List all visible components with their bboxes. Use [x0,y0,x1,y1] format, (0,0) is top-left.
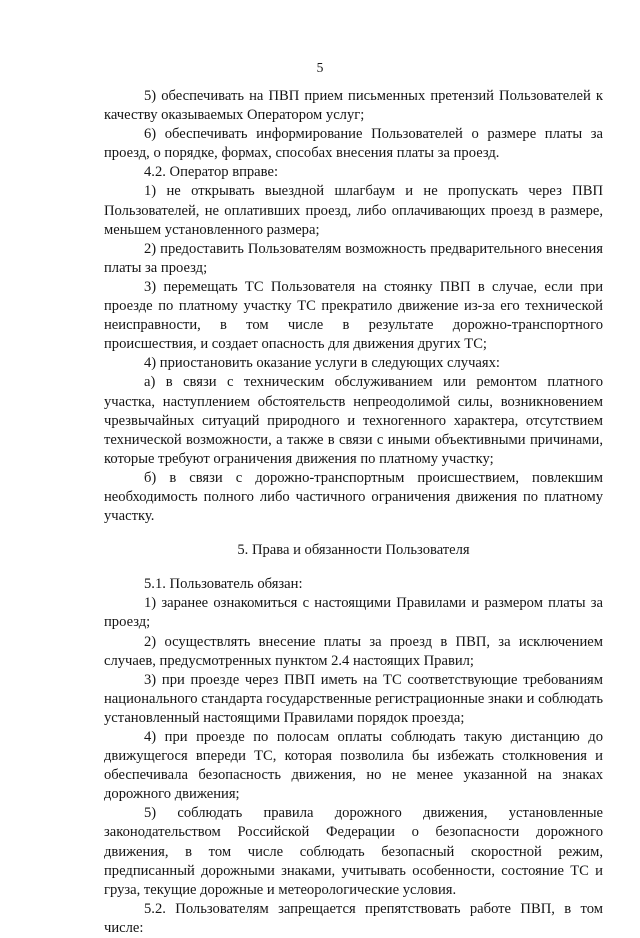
paragraph: 6) обеспечивать информирование Пользователей о размере платы за проезд, о порядке, формах, способах внесения платы за проезд. [104,126,603,162]
paragraph: 1) не открывать выездной шлагбаум и не пропускать через ПВП Пользователей, не оплативших проезд, либо оплачивающих проезд в размере, меньшем установленного размера; [104,183,603,238]
section-heading: 5. Права и обязанности Пользователя [237,542,470,559]
paragraph: 1) заранее ознакомиться с настоящими Правилами и размером платы за проезд; [104,595,603,631]
paragraph: а) в связи с техническим обслуживанием или ремонтом платного участка, наступлением обстоятельств непреодолимой силы, возникновением чрезвычайных ситуаций природного и техногенного характера, отсутствием технической возможности, а также в связи с иными объективными причинами, которые требуют ограничения движения по платному участку; [104,374,603,467]
paragraph: 5) обеспечивать на ПВП прием письменных претензий Пользователей к качеству оказываемых Оператором услуг; [104,88,603,124]
paragraph: б) в связи с дорожно-транспортным происшествием, повлекшим необходимость полного либо частичного ограничения движения по платному участку. [104,469,603,525]
paragraph: 2) осуществлять внесение платы за проезд в ПВП, за исключением случаев, предусмотренных пунктом 2.4 настоящих Правил; [104,633,603,669]
paragraph: 5) соблюдать правила дорожного движения, установленные законодательством Российской Федерации о безопасности дорожного движения, в том числе соблюдать безопасный скоростной режим, предписанный дорожными знаками, учитывать особенности, состояние ТС и груза, текущие дорожные и метеорологические условия. [104,805,603,898]
paragraph: 5.1. Пользователь обязан: [144,576,303,593]
paragraph: 2) предоставить Пользователям возможность предварительного внесения платы за проезд; [104,240,603,276]
paragraph: 5.2. Пользователям запрещается препятствовать работе ПВП, в том числе: [104,900,603,936]
paragraph: 4.2. Оператор вправе: [144,164,279,181]
paragraph: 3) перемещать ТС Пользователя на стоянку ПВП в случае, если при проезде по платному участку ТС прекратило движение из-за его технической неисправности, в том числе в результате дорожно-транспортного происшествия, и создает опасность для движения других ТС; [104,278,603,353]
paragraph: 4) при проезде по полосам оплаты соблюдать такую дистанцию до движущегося впереди ТС, которая позволила бы избежать столкновения и обеспечивала безопасность движения, но не менее указанной на знаках дорожного движения; [104,729,603,803]
page-number: 5 [316,60,324,75]
paragraph: 3) при проезде через ПВП иметь на ТС соответствующие требованиям национального стандарта государственные регистрационные знаки и соблюдать установленный настоящими Правилами порядок проезда; [104,671,603,726]
paragraph: 4) приостановить оказание услуги в следующих случаях: [144,355,500,372]
document-body [104,87,603,938]
